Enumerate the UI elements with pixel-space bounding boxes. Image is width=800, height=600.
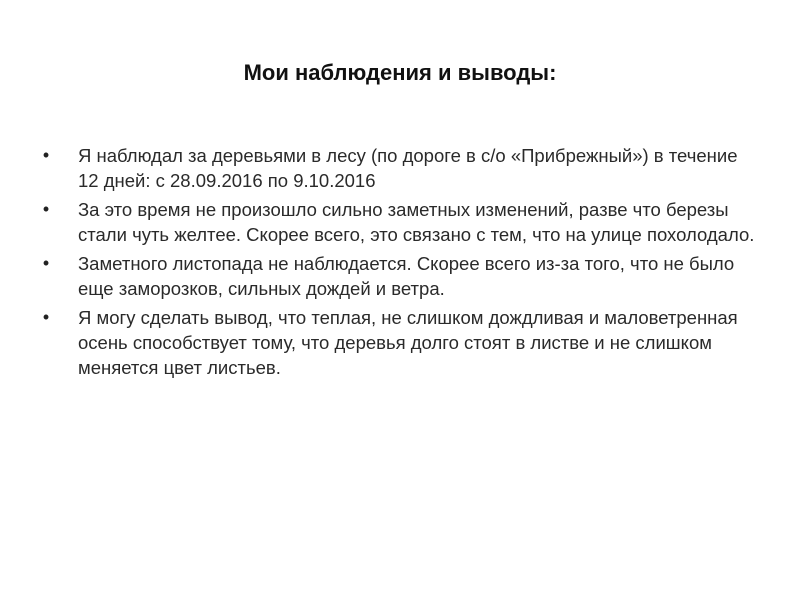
bullet-text-1: Я наблюдал за деревьями в лесу (по дороге в с/о «Прибрежный») в течение 12 дней: с 28.09.2016 по 9.10.2016 — [78, 145, 738, 191]
bullet-point-icon: • — [42, 199, 50, 219]
bullet-item-2 — [36, 197, 756, 247]
bullet-text-4: Я могу сделать вывод, что теплая, не слишком дождливая и маловетренная осень способствует тому, что деревья долго стоят в листве и не слишком меняется цвет листьев. — [78, 307, 738, 378]
bullet-point-icon: • — [42, 307, 50, 327]
bullet-point-icon: • — [42, 145, 50, 165]
bullet-item-4 — [36, 305, 756, 380]
bullet-point-icon: • — [42, 253, 50, 273]
slide-title: Мои наблюдения и выводы: — [243, 60, 557, 85]
bullet-text-2: За это время не произошло сильно заметных изменений, разве что березы стали чуть желтее. Скорее всего, это связано с тем, что на улице похолодало. — [78, 199, 755, 245]
bullet-item-3 — [36, 251, 756, 301]
bullet-text-3: Заметного листопада не наблюдается. Скорее всего из-за того, что не было еще заморозков, сильных дождей и ветра. — [78, 253, 735, 299]
bullet-list — [36, 143, 756, 384]
bullet-item-1 — [36, 143, 756, 193]
